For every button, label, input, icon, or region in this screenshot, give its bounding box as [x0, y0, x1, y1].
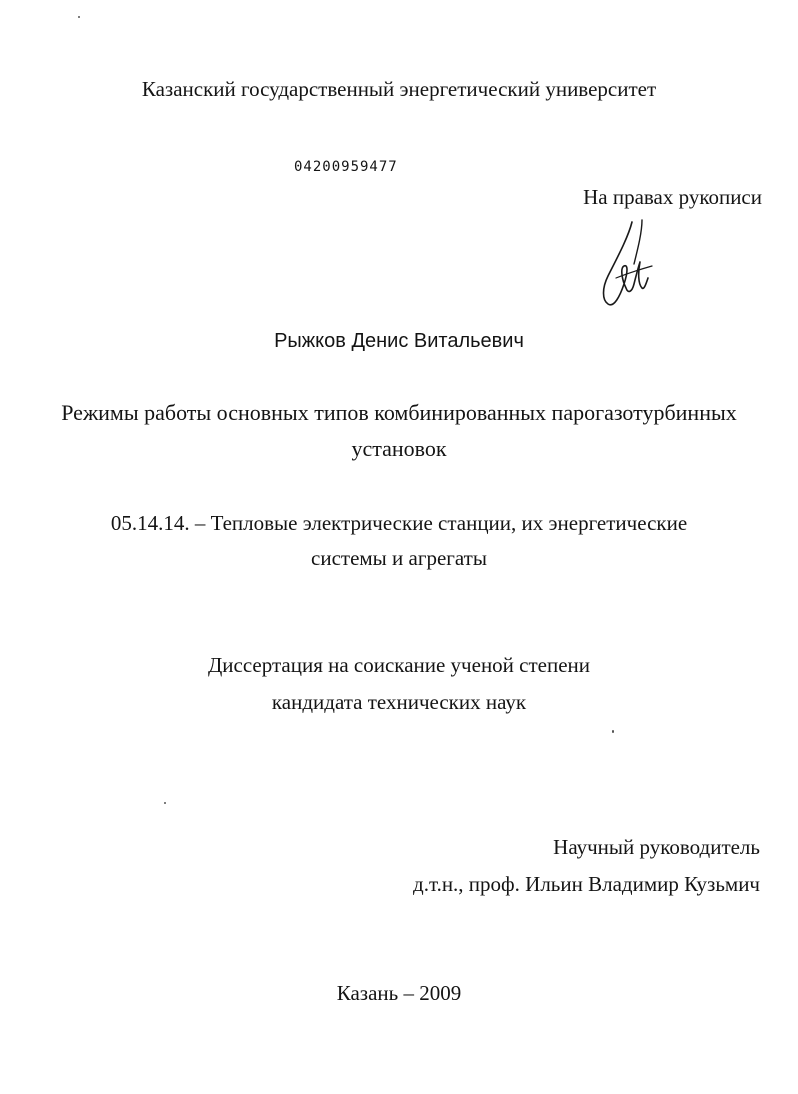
scan-speck — [164, 802, 166, 804]
dissertation-title-line-2: установок — [351, 436, 447, 461]
supervisor-name: д.т.н., проф. Ильин Владимир Кузьмич — [413, 872, 760, 896]
registration-number: 04200959477 — [294, 159, 398, 175]
manuscript-rights-label: На правах рукописи — [583, 185, 762, 209]
scan-speck — [612, 730, 614, 733]
specialty-line-1: 05.14.14. – Тепловые электрические станции, их энергетические — [110, 511, 688, 535]
scan-speck — [78, 16, 80, 18]
specialty-line-2: системы и агрегаты — [311, 546, 487, 570]
university-name: Казанский государственный энергетический университет — [141, 77, 657, 101]
signature-icon — [598, 218, 660, 314]
author-name: Рыжков Денис Витальевич — [274, 330, 524, 352]
dissertation-title-line-1: Режимы работы основных типов комбинированных парогазотурбинных — [61, 400, 737, 425]
degree-line-1: Диссертация на соискание ученой степени — [207, 653, 591, 677]
degree-line-2: кандидата технических наук — [271, 690, 527, 714]
supervisor-label: Научный руководитель — [553, 835, 760, 859]
city-year: Казань – 2009 — [336, 981, 462, 1005]
